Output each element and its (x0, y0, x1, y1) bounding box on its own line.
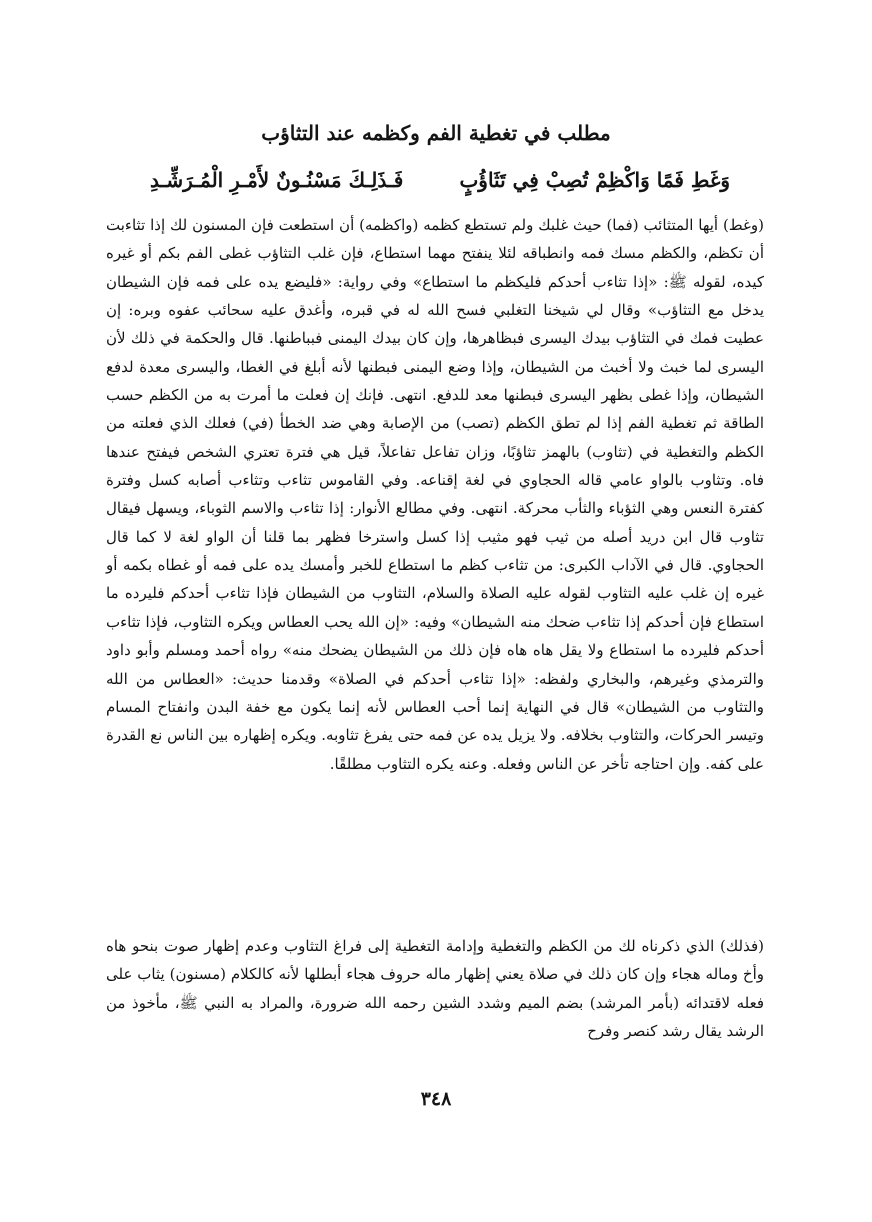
verse-second-hemistich: فَـذَلِـكَ مَسْنُـونٌ لأَمْـرِ الْمُـرَشِّـدِ (150, 168, 404, 192)
verse-first-hemistich: وَغَطِ فَمًا وَاكْظِمْ تُصِبْ فِي تَثَاؤُبٍ (459, 168, 730, 192)
poem-verse (150, 162, 730, 198)
commentary-paragraph-2: (فذلك) الذي ذكرناه لك من الكظم والتغطية وإدامة التغطية إلى فراغ التثاوب وعدم إظهار صوت بنحو هاه وأخ وماله هجاء وإن كان ذلك في صلاة يعني إظهار ماله حروف هجاء أبطلها لأنه كالكلام (مسنون) يثاب على فعله لاقتدائه (بأمر المرشد) بضم الميم وشدد الشين رحمه الله ضرورة، والمراد به النبي ﷺ، مأخوذ من الرشد يقال رشد كنصر وفرح (106, 937, 764, 1041)
page-number: ٣٤٨ (420, 1088, 452, 1110)
section-heading: مطلب في تغطية الفم وكظمه عند التثاؤب (261, 121, 611, 145)
commentary-paragraph-1: (وغط) أيها المتثائب (فما) حيث غلبك ولم تستطع كظمه (واكظمه) أن استطعت فإن المسنون لك إذا تثاءبت أن تكظم، والكظم مسك فمه وانطباقه لئلا ينفتح مهما استطاع، فإن غلب التثاؤب غطى الفم بكم أو غيره كيده، لقوله ﷺ: «إذا تثاءب أحدكم فليكظم ما استطاع» وفي رواية: «فليضع يده على فمه فإن الشيطان يدخل مع التثاؤب» وقال لي شيخنا التغلبي فسح الله له في قبره، وأغدق عليه سحائب عفوه وبره: إن عطيت فمك في التثاؤب بيدك اليسرى فبظاهرها، وإن كان بيدك اليمنى فبباطنها. قال والحكمة في ذلك لأن اليسرى لما خبث ولا أخبث من الشيطان، وإذا وضع اليمنى فبطنها لأنه أبلغ في الغطا، واليسرى معدة لدفع الشيطان، وإذا غطى بظهر اليسرى فبطنها معد للدفع. انتهى. فإنك إن فعلت ما أمرت به من الكظم حسب الطاقة ثم تغطية الفم إذا لم تطق الكظم (تصب) من الإصابة وهي ضد الخطأ (في) فعلك الذي فعلته من الكظم والتغطية في (تثاوب) بالهمز تثاؤبًا، وزان تفاعل تفاعلاً، قيل هي فترة تعتري الشخص فيفتح عندها فاه. وتثاوب بالواو عامي قاله الحجاوي في لغة إقناعه. وفي القاموس تثاءب وتثاءب أصابه كسل وفترة كفترة النعس وهي الثؤباء والثأب محركة. انتهى. وفي مطالع الأنوار: إذا تثاءب والاسم الثوباء، ويسهل فيقال تثاوب قال ابن دريد أصله من ثيب فهو مثيب إذا كسل واسترخا فظهر بما قلنا أن الواو لغة لا كما قال الحجاوي. قال في الآداب الكبرى: من تثاءب كظم ما استطاع للخبر وأمسك يده على فمه أو غطاه بكمه أو غيره إن غلب عليه التثاوب لقوله عليه الصلاة والسلام، التثاوب من الشيطان فإذا تثاءب أحدكم فليرده ما استطاع فإن أحدكم إذا تثاءب ضحك منه الشيطان» وفيه: «إن الله يحب العطاس ويكره التثاوب، فإذا تثاءب أحدكم فليرده ما استطاع ولا يقل هاه هاه فإن ذلك من الشيطان يضحك منه» رواه أحمد ومسلم وأبو داود والترمذي وغيرهم، والبخاري ولفظه: «إذا تثاءب أحدكم في الصلاة» وقدمنا حديث: «العطاس من الله والتثاوب من الشيطان» قال في النهاية إنما أحب العطاس لأنه إنما يكون مع خفة البدن وانفتاح المسام وتيسر الحركات، والتثاوب بخلافه. ولا يزيل يده عن فمه حتى يفرغ تثاوبه. ويكره إظهاره بين الناس نع القدرة على كفه. وإن احتاجه تأخر عن الناس وفعله. وعنه يكره التثاوب مطلقًا. (106, 216, 764, 773)
